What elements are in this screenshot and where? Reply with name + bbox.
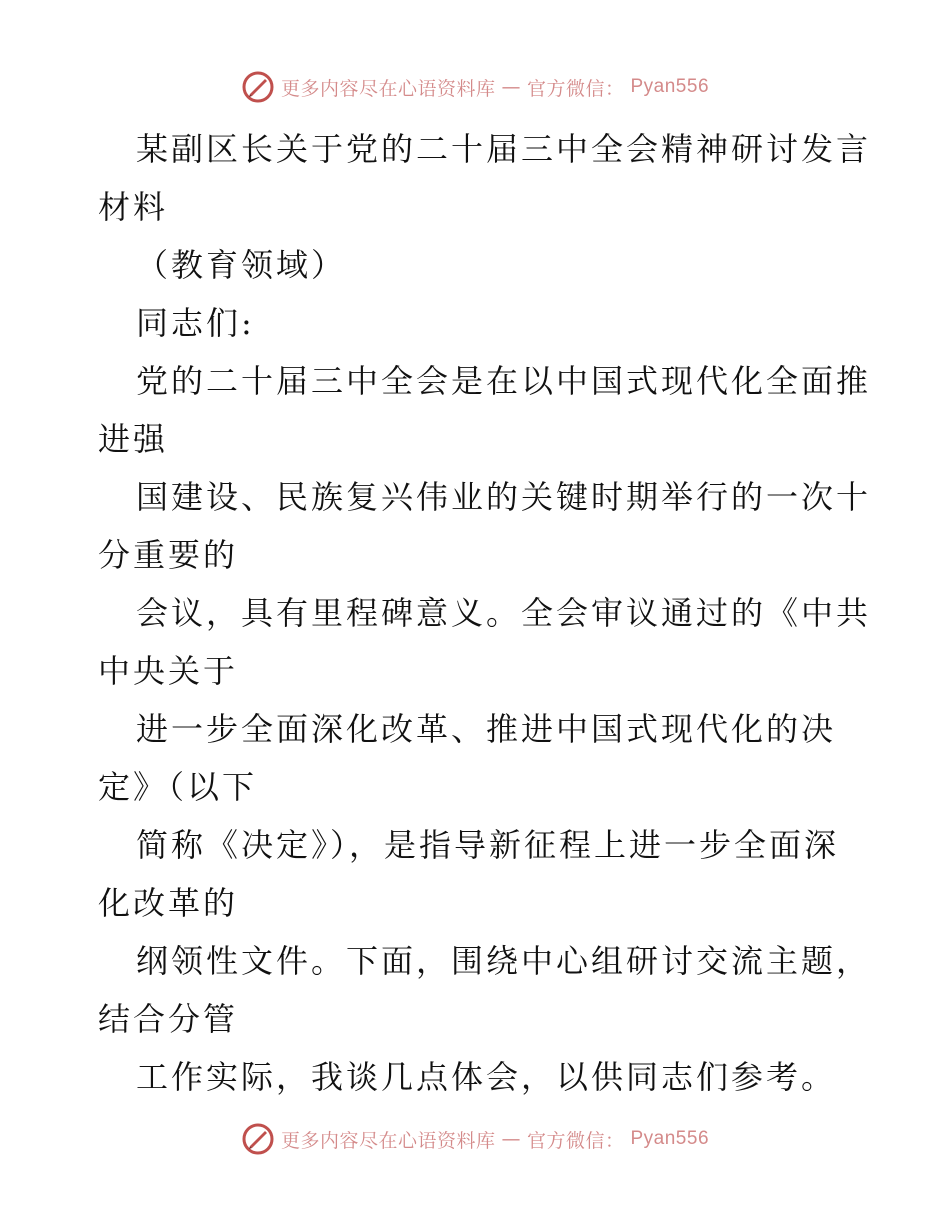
watermark-official-label: 官方微信： (526, 1129, 625, 1152)
document-line: 工作实际，我谈几点体会，以供同志们参考。 (136, 1058, 837, 1096)
watermark-text: 更多内容尽在心语资料库 (280, 1129, 496, 1152)
document-line: 党的二十届三中全会是在以中国式现代化全面推 (136, 362, 872, 400)
watermark-text: 更多内容尽在心语资料库 (280, 77, 496, 100)
document-line: 定》（以下 (98, 768, 258, 806)
document-line: 中央关于 (98, 652, 239, 690)
document-line: 化改革的 (98, 884, 239, 922)
document-line: 国建设、民族复兴伟业的关键时期举行的一次十 (136, 478, 872, 516)
document-line: （教育领域） (136, 246, 347, 284)
quill-logo-icon (241, 70, 275, 104)
document-line: 材料 (98, 188, 169, 226)
watermark-official-label: 官方微信： (526, 77, 625, 100)
document-line: 分重要的 (98, 536, 239, 574)
document-line: 进一步全面深化改革、推进中国式现代化的决 (136, 710, 837, 748)
document-line: 会议，具有里程碑意义。全会审议通过的《中共 (136, 594, 872, 632)
document-line: 纲领性文件。下面，围绕中心组研讨交流主题， (136, 942, 872, 980)
document-line: 某副区长关于党的二十届三中全会精神研讨发言 (136, 130, 872, 168)
document-line: 结合分管 (98, 1000, 239, 1038)
watermark-handle: Pyan556 (630, 1128, 710, 1149)
watermark-footer (0, 1122, 950, 1156)
watermark-separator: — (501, 76, 521, 98)
watermark-header (0, 70, 950, 104)
document-body (98, 120, 872, 1106)
watermark-handle: Pyan556 (630, 76, 710, 97)
document-line: 简称《决定》），是指导新征程上进一步全面深 (136, 826, 840, 864)
document-line: 同志们: (136, 304, 255, 342)
watermark-separator: — (501, 1128, 521, 1150)
document-line: 进强 (98, 420, 169, 458)
quill-logo-icon (241, 1122, 275, 1156)
